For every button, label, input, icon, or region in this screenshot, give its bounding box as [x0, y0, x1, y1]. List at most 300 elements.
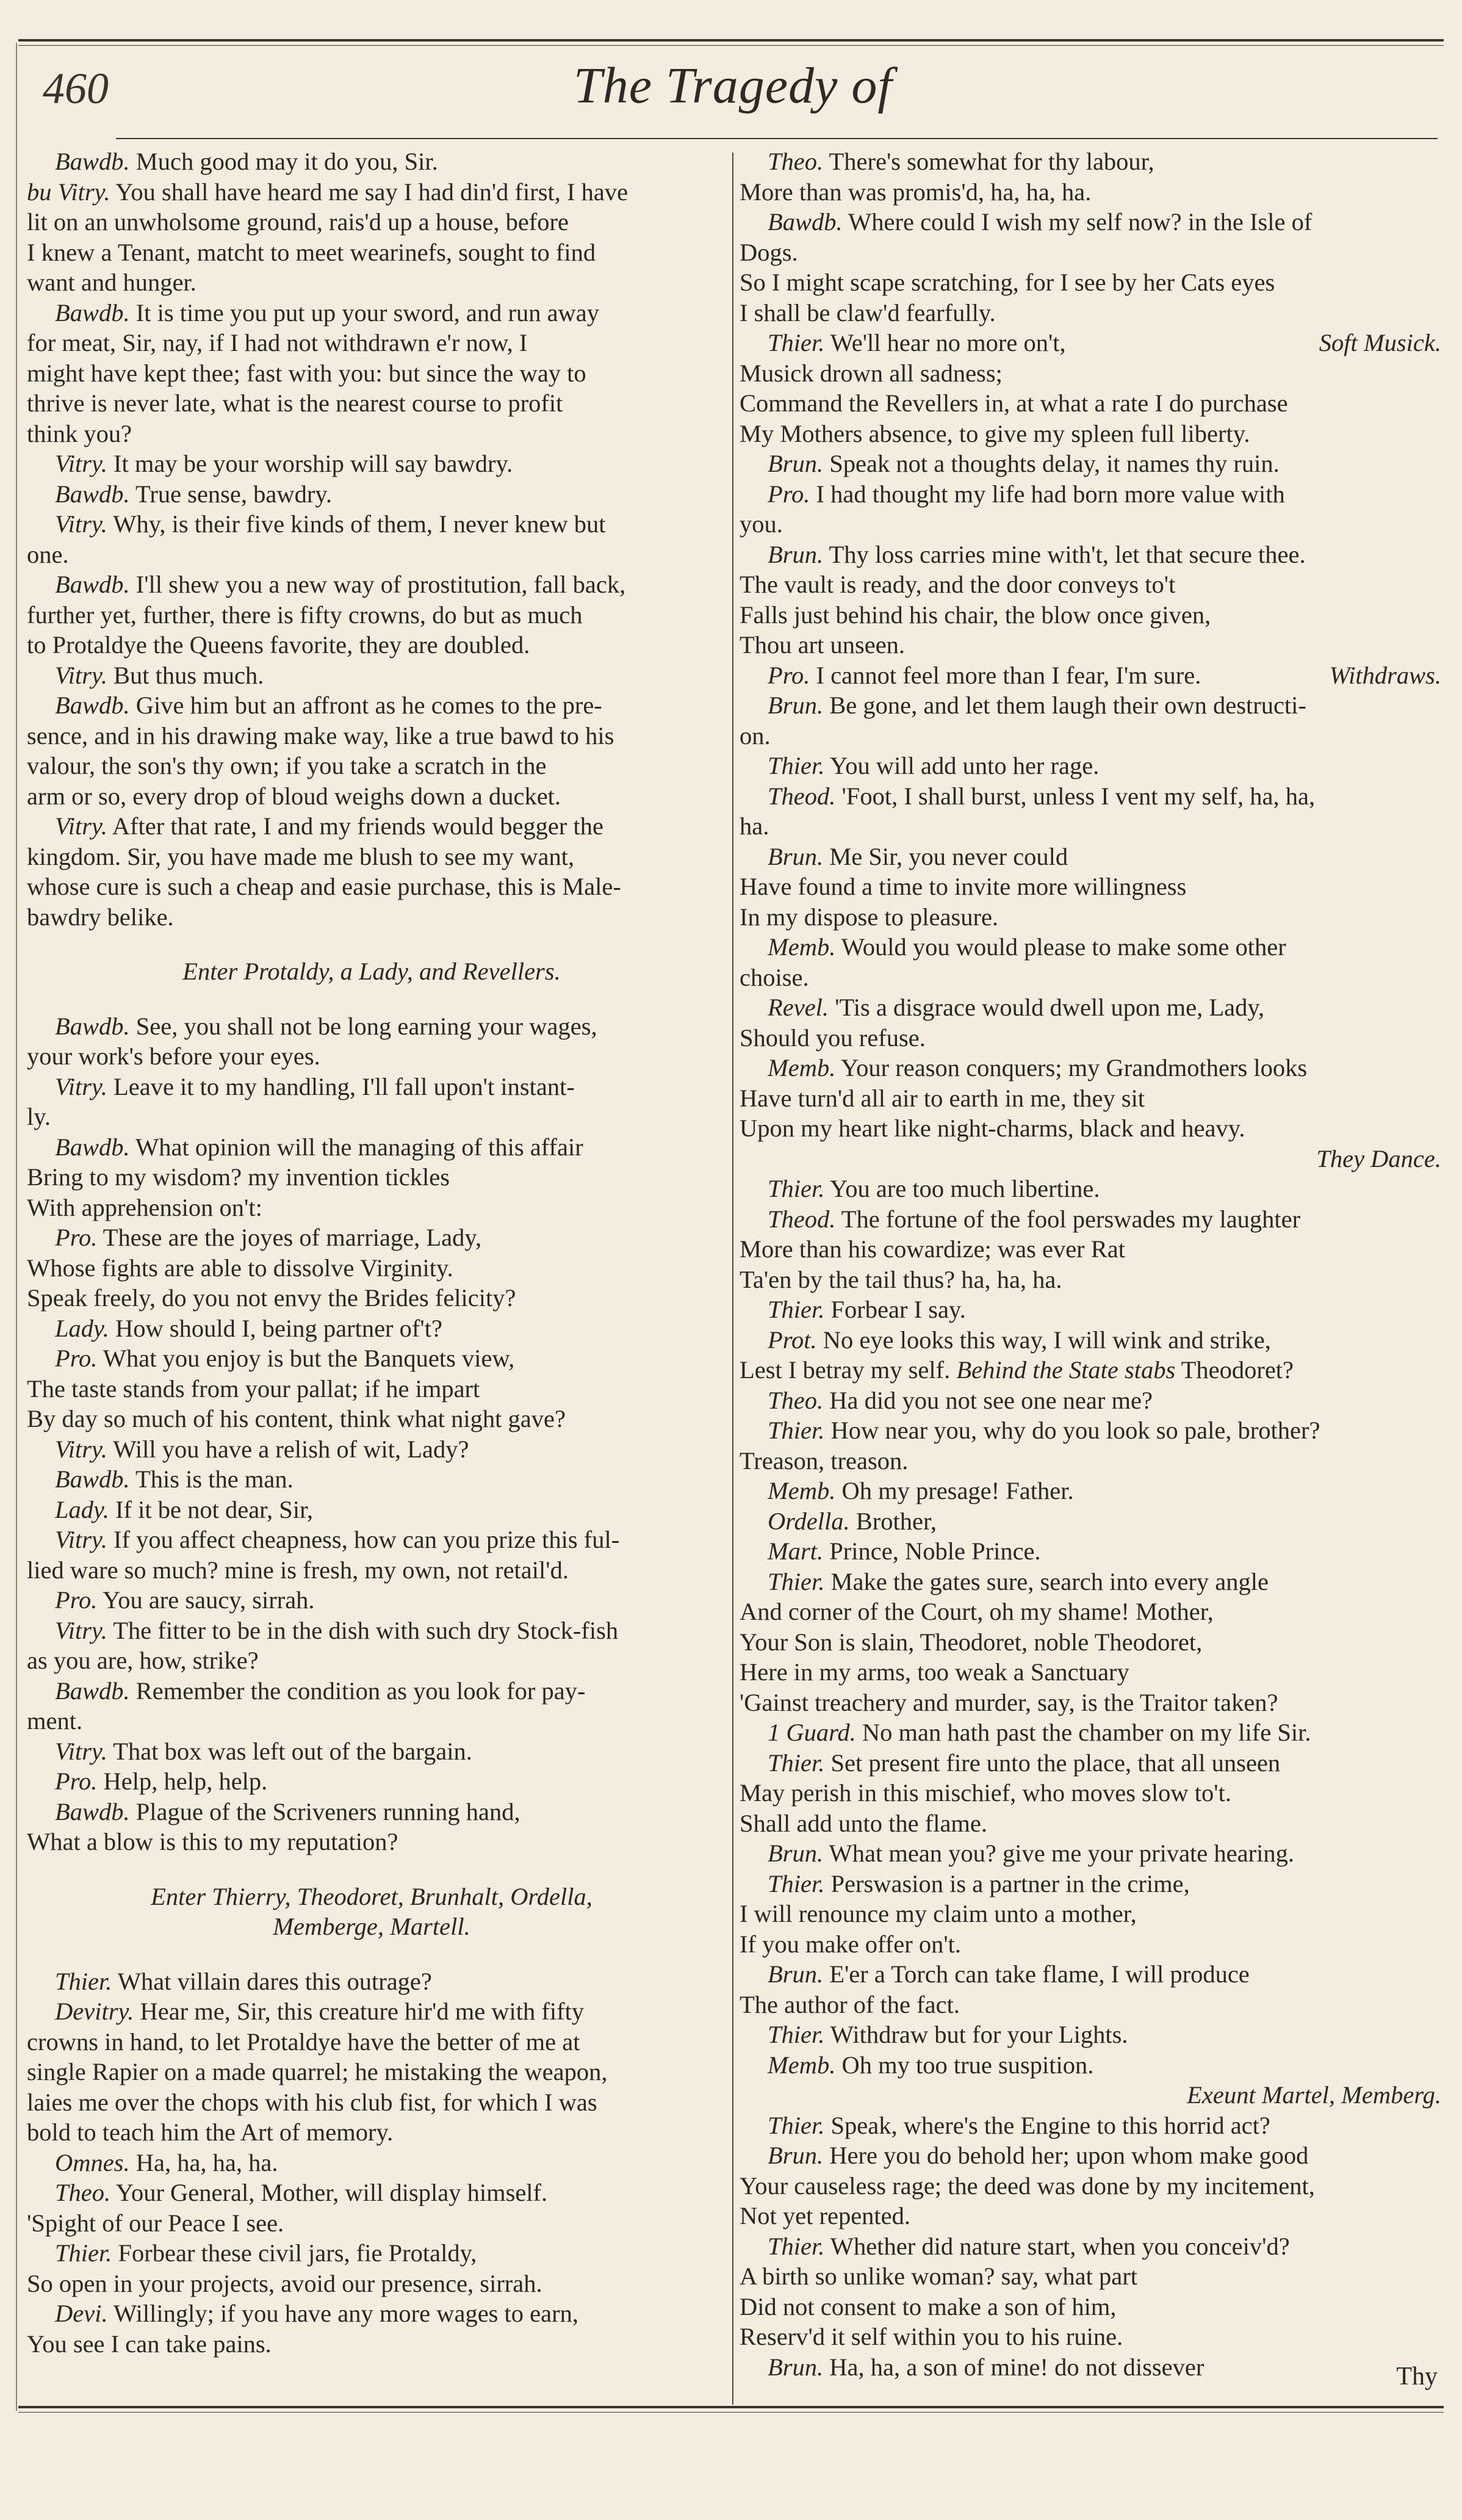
text-line: [740, 1355, 1441, 1385]
speaker-name: Thier.: [768, 1749, 825, 1777]
speaker-name: Thier.: [768, 329, 825, 356]
speech-text: Forbear I say.: [824, 1296, 966, 1323]
speaker-name: Pro.: [55, 1586, 98, 1614]
speaker-name: Mart.: [768, 1537, 824, 1565]
speech-text: Command the Revellers in, at what a rate I do purchase: [740, 389, 1288, 417]
spacer: [27, 1942, 716, 1966]
text-line: [27, 569, 716, 600]
speaker-name: Bawdb.: [55, 480, 130, 508]
text-line: [27, 1193, 716, 1223]
text-line: [27, 630, 716, 660]
text-line: [740, 872, 1441, 902]
page-edge-rule: [16, 43, 17, 2411]
text-line: [27, 2148, 716, 2178]
speech-text: Dogs.: [740, 238, 798, 266]
text-line: [740, 1023, 1441, 1053]
text-line: [27, 660, 716, 691]
speech-text: How near you, why do you look so pale, brother?: [824, 1417, 1320, 1444]
text-line: [27, 600, 716, 630]
text-line: [740, 1385, 1441, 1416]
speech-text: The fortune of the fool perswades my laughter: [835, 1205, 1301, 1233]
speech-text: Perswasion is a partner in the crime,: [824, 1869, 1190, 1897]
speech-text: laies me over the chops with his club fist, for which I was: [27, 2088, 597, 2116]
speech-text: Your General, Mother, will display himself.: [110, 2179, 548, 2206]
speech-text: With apprehension on't:: [27, 1193, 262, 1221]
text-line: [740, 1657, 1441, 1688]
speaker-name: Pro.: [768, 661, 810, 689]
speaker-name: Thier.: [768, 1296, 825, 1323]
stage-direction: Soft Musick.: [1319, 329, 1441, 356]
speaker-name: Revel.: [768, 994, 829, 1021]
speaker-name: Thier.: [55, 1967, 112, 1995]
text-line: [740, 328, 1441, 358]
text-line: [27, 1253, 716, 1283]
text-line: [27, 721, 716, 751]
text-line: [27, 449, 716, 479]
speech-text: No eye looks this way, I will wink and strike,: [816, 1326, 1271, 1354]
speech-text: Why, is their five kinds of them, I never knew but: [107, 510, 606, 538]
speech-text: one.: [27, 540, 69, 568]
text-line: [740, 1234, 1441, 1265]
text-line: [740, 962, 1441, 993]
speech-text: It may be your worship will say bawdry.: [107, 450, 513, 477]
speaker-name: Pro.: [55, 1345, 98, 1372]
text-line: [740, 1990, 1441, 2020]
speaker-name: Memb.: [768, 1054, 836, 1081]
text-line: [27, 1041, 716, 1072]
text-line: [27, 479, 716, 510]
speech-text: You are too much libertine.: [824, 1175, 1100, 1202]
text-line: [27, 1797, 716, 1827]
text-line: [740, 842, 1441, 872]
speaker-name: Theo.: [768, 1386, 824, 1414]
text-line: [27, 2117, 716, 2148]
text-line: [27, 1766, 716, 1797]
text-line: [27, 388, 716, 419]
speaker-name: Brun.: [768, 2353, 824, 2381]
speech-text: Your Son is slain, Theodoret, noble Theodoret,: [740, 1628, 1203, 1656]
stage-direction: Memberge, Martell.: [273, 1913, 470, 1940]
text-line: [740, 2322, 1441, 2352]
speech-text: True sense, bawdry.: [129, 480, 333, 508]
speech-text: These are the joyes of marriage, Lady,: [97, 1224, 482, 1251]
speech-text: Be gone, and let them laugh their own destructi-: [823, 691, 1306, 719]
text-line: [740, 237, 1441, 268]
text-line: [27, 1616, 716, 1646]
speech-text: Ha, ha, ha, ha.: [129, 2148, 278, 2176]
text-line: [27, 1996, 716, 2027]
speaker-name: Bawdb.: [55, 1797, 130, 1825]
speech-text: What opinion will the managing of this affair: [129, 1133, 583, 1161]
speech-text: kingdom. Sir, you have made me blush to see my want,: [27, 842, 575, 870]
speaker-name: Vitry.: [55, 450, 107, 477]
speaker-name: Vitry.: [55, 661, 107, 689]
text-line: [740, 1567, 1441, 1597]
text-line: [27, 2057, 716, 2087]
text-line: [740, 1476, 1441, 1506]
speaker-name: Pro.: [55, 1767, 98, 1795]
text-line: [27, 1585, 716, 1616]
speech-text: Not yet repented.: [740, 2202, 911, 2229]
text-line: [27, 298, 716, 328]
stage-direction: Behind the State stabs: [950, 1356, 1176, 1384]
speech-text: What a blow is this to my reputation?: [27, 1828, 398, 1855]
text-line: [27, 1706, 716, 1736]
speech-text: My Mothers absence, to give my spleen full liberty.: [740, 419, 1250, 447]
text-line: [740, 2231, 1441, 2262]
text-line: [27, 2178, 716, 2208]
speaker-name: Pro.: [55, 1224, 98, 1251]
speech-text: Make the gates sure, search into every angle: [824, 1567, 1269, 1595]
speaker-name: Memb.: [768, 2051, 836, 2079]
speech-text: More than his cowardize; was ever Rat: [740, 1235, 1126, 1263]
speech-text: The author of the fact.: [740, 1990, 960, 2018]
speaker-name: Vitry.: [55, 1526, 107, 1553]
speech-text: And corner of the Court, oh my shame! Mother,: [740, 1598, 1214, 1625]
text-line: [740, 509, 1441, 540]
speaker-name: Vitry.: [55, 812, 107, 840]
speaker-name: Bawdb.: [768, 208, 843, 236]
speech-text: E'er a Torch can take flame, I will produce: [823, 1960, 1250, 1988]
text-line: [740, 2020, 1441, 2050]
speech-text: crowns in hand, to let Protaldye have the better of me at: [27, 2027, 580, 2056]
speaker-name: Bawdb.: [55, 1677, 130, 1705]
text-line: [740, 358, 1441, 389]
speech-text: ha.: [740, 812, 769, 840]
speech-text: That box was left out of the bargain.: [107, 1737, 472, 1765]
speaker-name: Theod.: [768, 782, 836, 810]
speaker-name: Bawdb.: [55, 298, 130, 327]
speech-text: you.: [740, 510, 783, 538]
speaker-name: Ordella.: [768, 1507, 850, 1535]
speaker-name: Prot.: [768, 1326, 817, 1354]
speech-text: The fitter to be in the dish with such dry Stock-fish: [107, 1616, 619, 1644]
text-line: [740, 2261, 1441, 2292]
speech-text: See, you shall not be long earning your wages,: [129, 1012, 597, 1040]
speech-text: valour, the son's thy own; if you take a scratch in the: [27, 752, 547, 779]
speaker-name: Brun.: [768, 1839, 824, 1867]
text-line: [27, 1827, 716, 1857]
speaker-name: Bawdb.: [55, 1133, 130, 1161]
speaker-name: Memb.: [768, 933, 836, 961]
text-line: [740, 690, 1441, 721]
speech-text: It is time you put up your sword, and run away: [129, 298, 600, 327]
text-line: [27, 1283, 716, 1313]
speech-text: Have found a time to invite more willingness: [740, 873, 1187, 900]
top-double-rule: [18, 39, 1444, 46]
text-line: [740, 2171, 1441, 2201]
speech-text: Reserv'd it self within you to his ruine.: [740, 2323, 1123, 2350]
speech-text: In my dispose to pleasure.: [740, 903, 999, 931]
text-line: [740, 2140, 1441, 2171]
speech-text: Ta'en by the tail thus? ha, ha, ha.: [740, 1265, 1062, 1293]
speech-text: Bring to my wisdom? my invention tickles: [27, 1163, 450, 1191]
speaker-name: Theo.: [768, 148, 824, 175]
text-line: [27, 146, 716, 177]
speaker-name: Brun.: [768, 2142, 824, 2169]
speaker-name: Thier.: [768, 1175, 825, 1202]
speech-text: on.: [740, 721, 771, 749]
text-line: [740, 932, 1441, 962]
speech-text: Falls just behind his chair, the blow once given,: [740, 601, 1211, 629]
speech-text: sence, and in his drawing make way, like a true bawd to his: [27, 721, 614, 749]
text-line: [27, 1676, 716, 1706]
text-line: [740, 600, 1441, 630]
speaker-name: Thier.: [768, 2232, 825, 2260]
text-line: [27, 1102, 716, 1132]
text-line: [740, 1929, 1441, 1960]
speech-text: Ha, ha, a son of mine! do not dissever: [823, 2353, 1205, 2381]
speech-text: as you are, how, strike?: [27, 1647, 259, 1674]
speaker-name: Vitry.: [55, 510, 107, 538]
speech-text: 'Spight of our Peace I see.: [27, 2209, 284, 2237]
speaker-name: Devi.: [55, 2300, 108, 2327]
speaker-name: Memb.: [768, 1477, 836, 1504]
speech-text: Speak, where's the Engine to this horrid act?: [824, 2111, 1270, 2139]
text-line: [740, 1717, 1441, 1748]
speech-text: Hear me, Sir, this creature hir'd me with fifty: [134, 1998, 585, 2025]
speech-text: What villain dares this outrage?: [112, 1967, 432, 1995]
speaker-name: Vitry.: [55, 1435, 107, 1463]
speech-text: Upon my heart like night-charms, black and heavy.: [740, 1114, 1245, 1142]
speech-text: Me Sir, you never could: [823, 842, 1068, 870]
text-line: [740, 660, 1441, 691]
speech-text: But thus much.: [107, 661, 264, 689]
speech-text: Thy loss carries mine with't, let that secure thee.: [823, 540, 1306, 568]
text-line: [27, 872, 716, 902]
speech-text: lit on an unwholsome ground, rais'd up a house, before: [27, 208, 569, 236]
text-line: [740, 1053, 1441, 1083]
speech-text: Oh my too true suspition.: [835, 2051, 1094, 2079]
text-line: [27, 328, 716, 358]
speech-text: Where could I wish my self now? in the Isle of: [842, 208, 1313, 236]
text-line: [740, 449, 1441, 479]
text-line: [27, 1313, 716, 1344]
text-line: [27, 2238, 716, 2269]
speech-text: I cannot feel more than I fear, I'm sure.: [810, 661, 1201, 689]
speech-text: Have turn'd all air to earth in me, they sit: [740, 1084, 1145, 1112]
text-line: [27, 1736, 716, 1767]
text-line: [27, 1495, 716, 1525]
speech-text: might have kept thee; fast with you: but since the way to: [27, 359, 586, 387]
text-line: [740, 388, 1441, 419]
speech-text: You will add unto her rage.: [824, 752, 1100, 779]
speech-text: Forbear these civil jars, fie Protaldy,: [112, 2239, 477, 2267]
stage-direction: Enter Protaldy, a Lady, and Revellers.: [182, 958, 561, 985]
running-title: The Tragedy of: [574, 57, 893, 114]
speech-text: Remember the condition as you look for pay-: [129, 1677, 586, 1705]
speech-text: You are saucy, sirrah.: [97, 1586, 315, 1614]
speech-text: No man hath past the chamber on my life Sir.: [855, 1719, 1311, 1746]
speaker-name: Bawdb.: [55, 691, 130, 719]
text-line: [740, 146, 1441, 177]
speech-text: thrive is never late, what is the nearest course to profit: [27, 389, 563, 417]
text-line: [27, 690, 716, 721]
speech-text: to Protaldye the Queens favorite, they are doubled.: [27, 631, 530, 659]
text-line: [740, 2050, 1441, 2081]
text-line: [27, 267, 716, 298]
text-line: [740, 540, 1441, 570]
speech-text: Your causeless rage; the deed was done by my incitement,: [740, 2172, 1315, 2200]
text-line: [27, 2269, 716, 2299]
text-line: [740, 207, 1441, 237]
text-line: [27, 1525, 716, 1555]
speaker-name: Bawdb.: [55, 1012, 130, 1040]
speech-text: arm or so, every drop of bloud weighs down a ducket.: [27, 782, 561, 810]
text-line: [27, 177, 716, 208]
catchword: Thy: [1396, 2363, 1438, 2391]
text-line: [27, 540, 716, 570]
speech-text: Your reason conquers; my Grandmothers looks: [835, 1054, 1308, 1081]
text-line: [27, 1966, 716, 1997]
speech-text: What mean you? give me your private hearing.: [823, 1839, 1294, 1867]
speech-text: ment.: [27, 1707, 83, 1735]
text-line: [27, 2027, 716, 2057]
text-line: [27, 2208, 716, 2239]
text-line: [27, 1011, 716, 1042]
left-column: [27, 146, 716, 2359]
text-line: [740, 992, 1441, 1023]
speaker-name: Bawdb.: [55, 148, 130, 175]
speaker-name: Lady.: [55, 1495, 109, 1523]
spacer: [27, 932, 716, 956]
speech-text: I will renounce my claim unto a mother,: [740, 1900, 1137, 1927]
speech-text: Thou art unseen.: [740, 631, 906, 659]
speech-text: Speak freely, do you not envy the Brides felicity?: [27, 1284, 516, 1312]
speech-text: This is the man.: [129, 1465, 293, 1493]
speaker-name: Theo.: [55, 2179, 111, 2206]
speaker-name: bu Vitry.: [27, 178, 110, 206]
speech-text: whose cure is such a cheap and easie purchase, this is Male-: [27, 873, 621, 900]
spacer: [27, 1857, 716, 1882]
text-line: [27, 1645, 716, 1676]
speech-text: May perish in this mischief, who moves slow to't.: [740, 1779, 1231, 1807]
speech-text: Willingly; if you have any more wages to earn,: [107, 2300, 578, 2327]
page-number: 460: [43, 64, 109, 113]
text-line: [740, 2080, 1441, 2110]
speech-text: I knew a Tenant, matcht to meet wearinefs, sought to find: [27, 238, 596, 266]
text-line: [740, 1748, 1441, 1778]
speech-text: 'Tis a disgrace would dwell upon me, Lady,: [829, 994, 1265, 1021]
text-line: [27, 237, 716, 268]
speech-text: 'Foot, I shall burst, unless I vent my self, ha, ha,: [835, 782, 1316, 810]
text-line: [27, 1162, 716, 1193]
speech-text: Should you refuse.: [740, 1024, 926, 1052]
speech-text: Plague of the Scriveners running hand,: [129, 1797, 520, 1825]
text-line: [740, 2201, 1441, 2231]
speaker-name: Thier.: [768, 1417, 825, 1444]
text-line: [740, 811, 1441, 842]
speaker-name: Brun.: [768, 842, 824, 870]
text-line: [740, 1265, 1441, 1295]
text-line: [740, 1506, 1441, 1537]
speech-text: More than was promis'd, ha, ha, ha.: [740, 178, 1092, 206]
speech-text: So I might scape scratching, for I see by her Cats eyes: [740, 269, 1275, 296]
speaker-name: Thier.: [55, 2239, 112, 2267]
speech-text: The taste stands from your pallat; if he impart: [27, 1374, 480, 1403]
speech-text: How should I, being partner of't?: [109, 1314, 442, 1342]
speech-text: After that rate, I and my friends would begger the: [107, 812, 603, 840]
text-line: [740, 1536, 1441, 1567]
text-line: [740, 2352, 1441, 2383]
text-line: [740, 721, 1441, 751]
text-line: [27, 358, 716, 389]
speech-text: think you?: [27, 419, 132, 447]
speech-text: You shall have heard me say I had din'd first, I have: [110, 178, 628, 206]
text-line: [27, 2329, 716, 2359]
speech-text: Speak not a thoughts delay, it names thy ruin.: [823, 450, 1280, 477]
speaker-name: Thier.: [768, 752, 825, 779]
text-line: [27, 811, 716, 842]
speech-text: Here you do behold her; upon whom make good: [823, 2142, 1309, 2169]
speech-text: The vault is ready, and the door conveys to't: [740, 571, 1176, 598]
speech-text: What you enjoy is but the Banquets view,: [97, 1345, 515, 1372]
speech-text: So open in your projects, avoid our presence, sirrah.: [27, 2269, 542, 2297]
speech-text: Shall add unto the flame.: [740, 1809, 988, 1837]
speech-text: want and hunger.: [27, 269, 196, 296]
speech-text: Much good may it do you, Sir.: [129, 148, 438, 175]
speech-text: Whether did nature start, when you conceiv'd?: [824, 2232, 1290, 2260]
speech-text: I'll shew you a new way of prostitution, fall back,: [129, 571, 626, 598]
stage-direction: Exeunt Martel, Memberg.: [1187, 2081, 1441, 2109]
stage-direction: Enter Thierry, Theodoret, Brunhalt, Ordella,: [151, 1882, 592, 1910]
speaker-name: Bawdb.: [55, 1465, 130, 1493]
text-line: [27, 1555, 716, 1586]
speech-text: If you make offer on't.: [740, 1930, 962, 1958]
stage-direction: Withdraws.: [1329, 661, 1441, 689]
speech-text: Oh my presage! Father.: [835, 1477, 1074, 1504]
speaker-name: Omnes.: [55, 2148, 130, 2176]
speech-text: Would you would please to make some other: [835, 933, 1286, 961]
text-line: [27, 902, 716, 933]
text-line: [740, 1869, 1441, 1899]
text-line: [27, 842, 716, 872]
speech-text: for meat, Sir, nay, if I had not withdrawn e'r now, I: [27, 329, 528, 356]
speech-text: A birth so unlike woman? say, what part: [740, 2262, 1137, 2290]
speaker-name: Thier.: [768, 1869, 825, 1897]
text-line: [740, 298, 1441, 328]
stage-direction: They Dance.: [1316, 1144, 1441, 1172]
speech-text: We'll hear no more on't,: [824, 329, 1066, 356]
speech-text: Leave it to my handling, I'll fall upon't instant-: [107, 1072, 575, 1100]
text-line: [740, 1415, 1441, 1446]
speaker-name: Pro.: [768, 480, 810, 508]
bottom-double-rule: [18, 2406, 1444, 2413]
speech-text: Here in my arms, too weak a Sanctuary: [740, 1658, 1129, 1686]
text-line: [27, 1343, 716, 1374]
text-line: [27, 1132, 716, 1163]
text-line: [740, 1838, 1441, 1869]
text-line: [27, 419, 716, 449]
text-line: [740, 177, 1441, 208]
speaker-name: Vitry.: [55, 1737, 107, 1765]
text-line: [27, 2087, 716, 2118]
text-line: [740, 1899, 1441, 1929]
text-line: [740, 569, 1441, 600]
speaker-name: Devitry.: [55, 1998, 134, 2025]
text-line: [740, 751, 1441, 781]
speech-text: Set present fire unto the place, that all unseen: [824, 1749, 1281, 1777]
speech-text: If you affect cheapness, how can you prize this ful-: [107, 1526, 620, 1553]
speaker-name: Lady.: [55, 1314, 109, 1342]
speaker-name: 1 Guard.: [768, 1719, 856, 1746]
text-line: [740, 1083, 1441, 1114]
speaker-name: Brun.: [768, 1960, 824, 1988]
text-line: [740, 630, 1441, 660]
text-line: [740, 1204, 1441, 1235]
text-line: [740, 1778, 1441, 1808]
text-line: [740, 1959, 1441, 1990]
